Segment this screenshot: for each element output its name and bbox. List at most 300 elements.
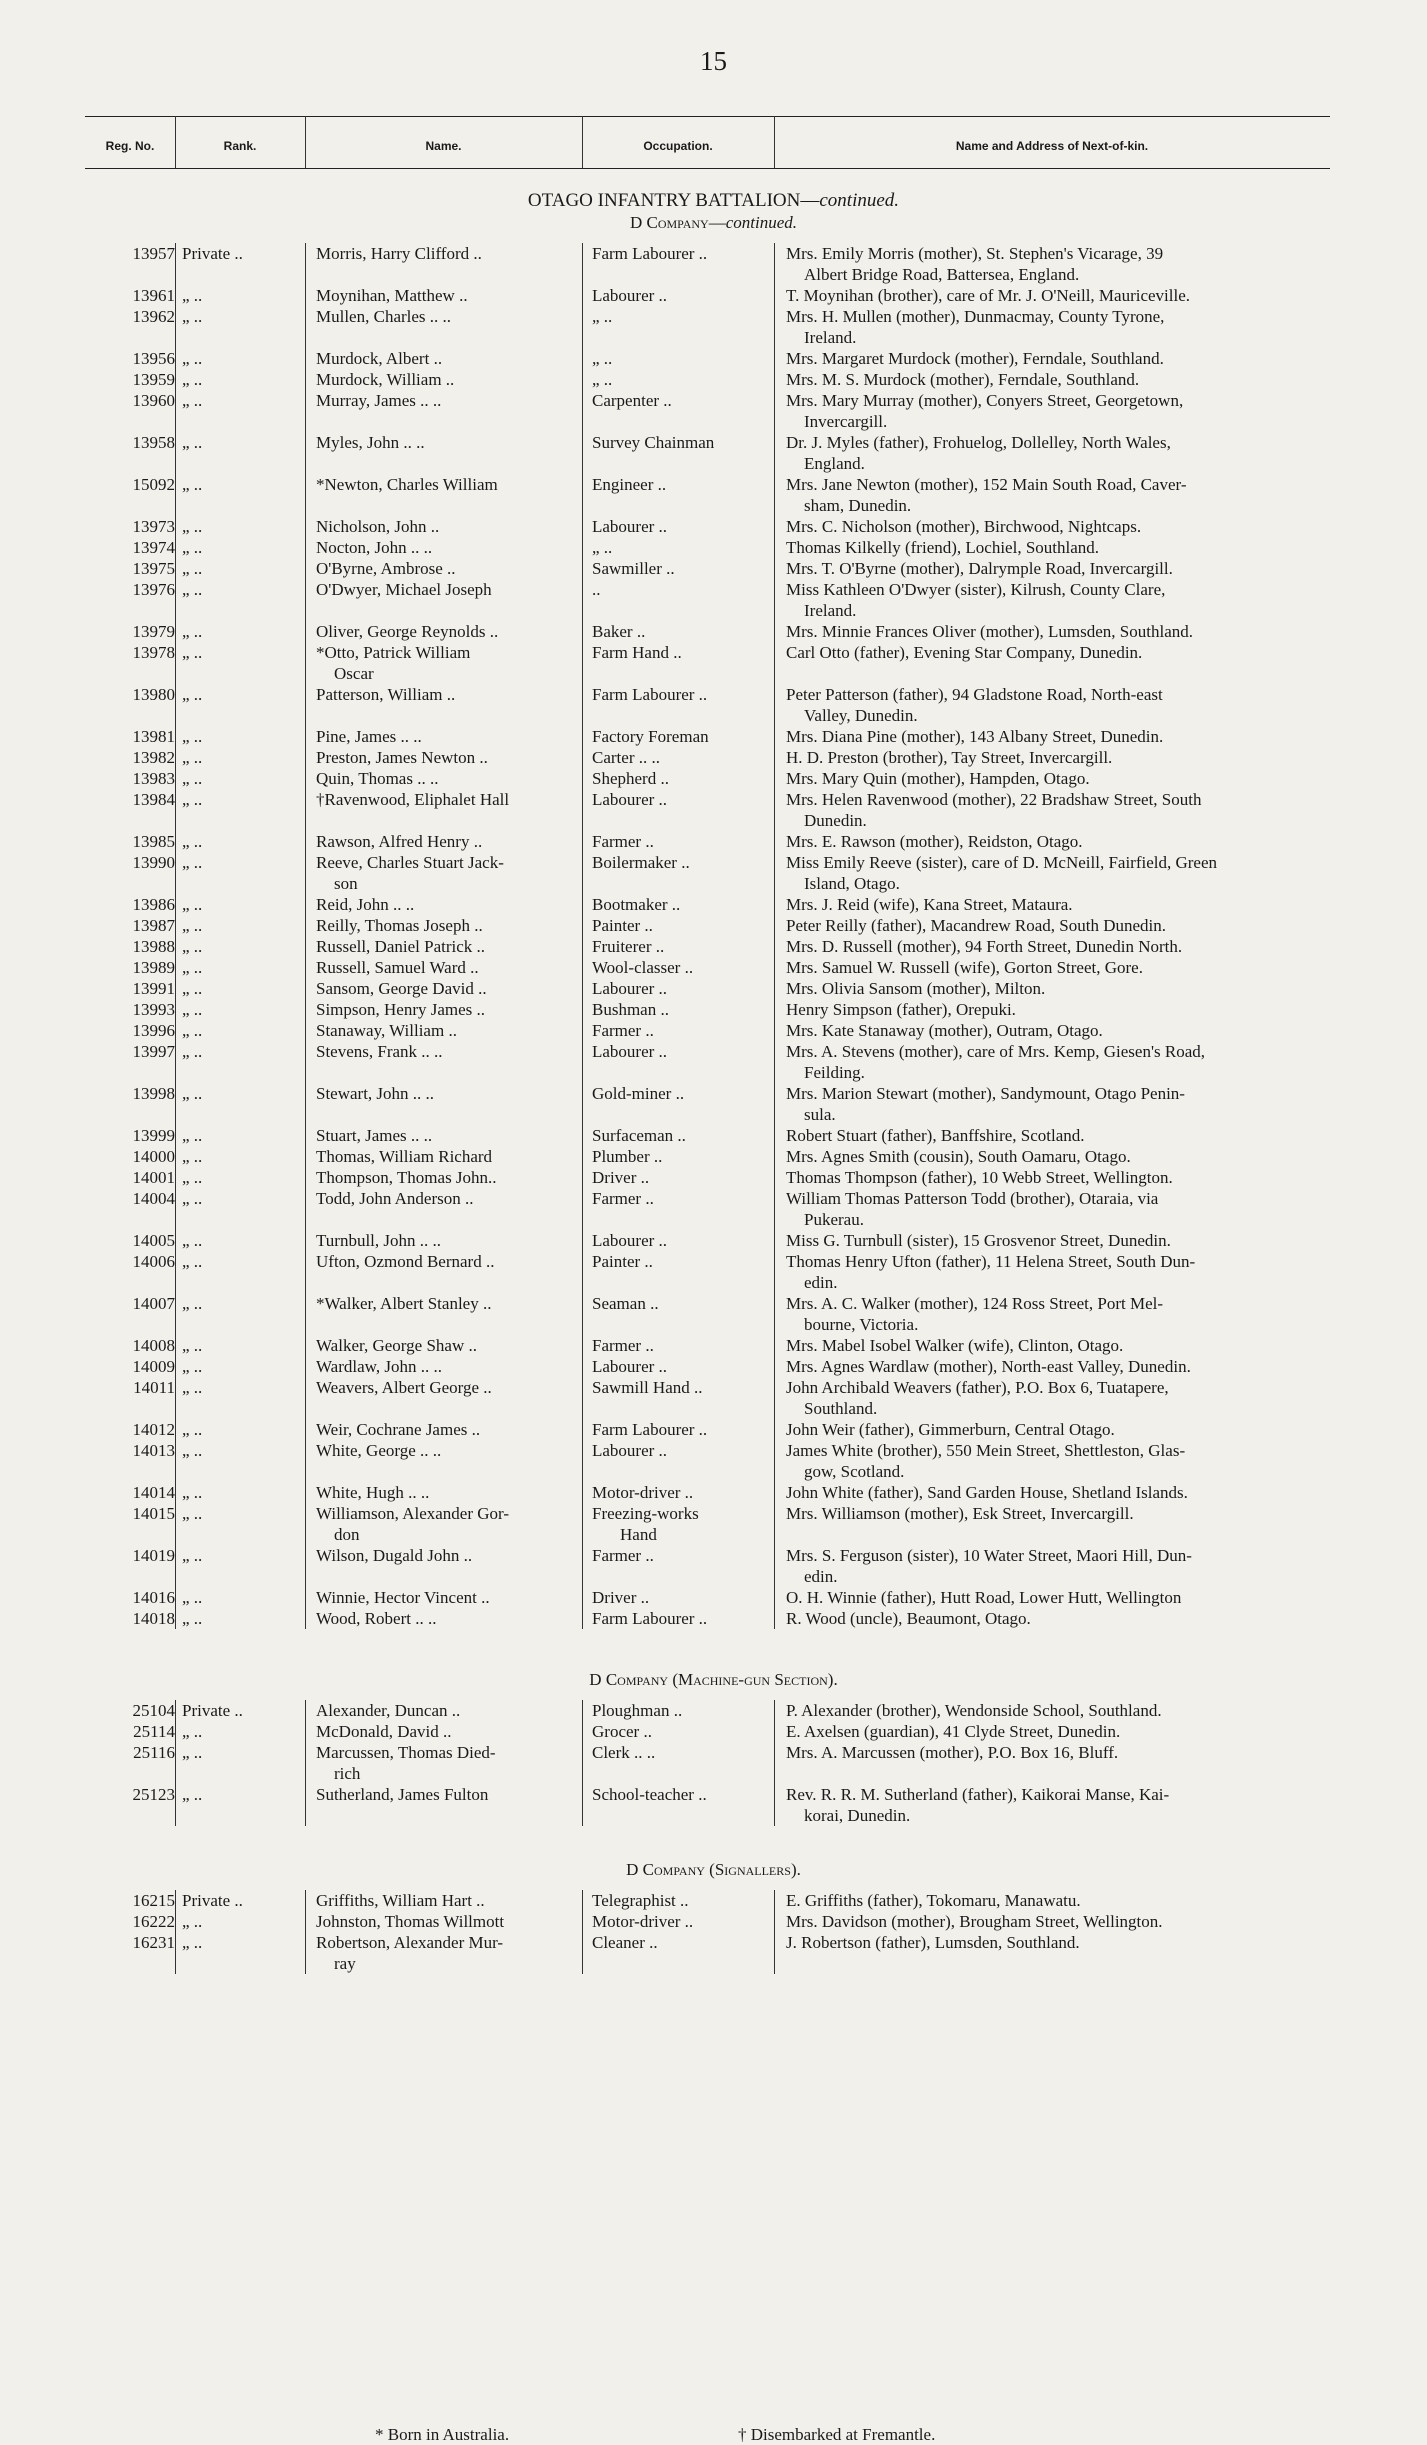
soldier-name — [316, 537, 578, 558]
rank-line: „ .. — [182, 1000, 203, 1019]
rank-line: „ .. — [182, 832, 203, 851]
occupation — [592, 474, 764, 495]
soldier-name — [316, 1482, 578, 1503]
reg-number — [60, 1608, 175, 1629]
reg-number — [60, 1083, 175, 1104]
rank — [182, 285, 312, 306]
occupation — [592, 768, 764, 789]
next-of-kin-line: Miss Emily Reeve (sister), care of D. McNeill, Fairfield, Green — [786, 853, 1218, 872]
column-divider — [175, 243, 176, 1629]
reg-number-line: 15092 — [132, 475, 175, 494]
rank-line: „ .. — [182, 1189, 203, 1208]
reg-number — [60, 1440, 175, 1461]
soldier-name-line: Griffiths, William Hart .. — [316, 1891, 485, 1910]
rank — [182, 558, 312, 579]
header-name: Name. — [425, 139, 462, 153]
occupation — [592, 1700, 764, 1721]
rank — [182, 726, 312, 747]
next-of-kin-line: Rev. R. R. M. Sutherland (father), Kaikorai Manse, Kai- — [786, 1785, 1170, 1804]
rank-line: „ .. — [182, 727, 203, 746]
reg-number-line: 13996 — [132, 1021, 175, 1040]
next-of-kin — [786, 579, 1351, 621]
column-divider — [175, 1700, 176, 1826]
occupation-line: Bushman .. — [592, 1000, 669, 1019]
reg-number-line: 13999 — [132, 1126, 175, 1145]
occupation — [592, 1482, 764, 1503]
rank-line: „ .. — [182, 517, 203, 536]
reg-number — [60, 1020, 175, 1041]
next-of-kin-line: Albert Bridge Road, Battersea, England. — [804, 265, 1080, 284]
next-of-kin-line: Mrs. D. Russell (mother), 94 Forth Street, Dunedin North. — [786, 937, 1183, 956]
soldier-name — [316, 894, 578, 915]
reg-number-line: 13961 — [132, 286, 175, 305]
occupation-line: „ .. — [592, 538, 613, 557]
occupation-line: Labourer .. — [592, 286, 668, 305]
occupation — [592, 1146, 764, 1167]
soldier-name-line: Turnbull, John .. .. — [316, 1231, 442, 1250]
next-of-kin-line: edin. — [804, 1273, 838, 1292]
next-of-kin-line: Southland. — [804, 1399, 878, 1418]
next-of-kin-line: Miss Kathleen O'Dwyer (sister), Kilrush, County Clare, — [786, 580, 1166, 599]
next-of-kin — [786, 936, 1351, 957]
occupation — [592, 369, 764, 390]
soldier-name-line: Wilson, Dugald John .. — [316, 1546, 473, 1565]
occupation-line: Sawmill Hand .. — [592, 1378, 703, 1397]
next-of-kin-line: bourne, Victoria. — [804, 1315, 919, 1334]
next-of-kin-line: Mrs. Agnes Wardlaw (mother), North-east Valley, Dunedin. — [786, 1357, 1191, 1376]
occupation — [592, 558, 764, 579]
occupation-line: Painter .. — [592, 1252, 653, 1271]
rank — [182, 1188, 312, 1209]
rank-line: „ .. — [182, 1168, 203, 1187]
soldier-name-line: Thomas, William Richard — [316, 1147, 493, 1166]
rank-line: „ .. — [182, 475, 203, 494]
header-divider — [774, 116, 775, 168]
reg-number — [60, 684, 175, 705]
occupation-line: „ .. — [592, 349, 613, 368]
rank — [182, 978, 312, 999]
next-of-kin — [786, 1251, 1351, 1293]
soldier-name-line: Myles, John .. .. — [316, 433, 425, 452]
next-of-kin-line: Peter Patterson (father), 94 Gladstone Road, North-east — [786, 685, 1163, 704]
occupation — [592, 1377, 764, 1398]
rank-line: „ .. — [182, 1441, 203, 1460]
next-of-kin-line: Ireland. — [804, 328, 857, 347]
soldier-name-line: Russell, Samuel Ward .. — [316, 958, 479, 977]
next-of-kin — [786, 684, 1351, 726]
rank-line: „ .. — [182, 1743, 203, 1762]
reg-number — [60, 1377, 175, 1398]
soldier-name-line: *Newton, Charles William — [316, 475, 498, 494]
reg-number-line: 13959 — [132, 370, 175, 389]
soldier-name — [316, 1230, 578, 1251]
soldier-name-line: Reid, John .. .. — [316, 895, 415, 914]
reg-number-line: 25114 — [133, 1722, 175, 1741]
next-of-kin-line: Dunedin. — [804, 811, 867, 830]
header-divider — [175, 116, 176, 168]
soldier-name-line: Murray, James .. .. — [316, 391, 442, 410]
occupation — [592, 642, 764, 663]
next-of-kin-line: Thomas Henry Ufton (father), 11 Helena Street, South Dun- — [786, 1252, 1196, 1271]
next-of-kin — [786, 831, 1351, 852]
occupation-line: Painter .. — [592, 916, 653, 935]
reg-number — [60, 1911, 175, 1932]
rank — [182, 1167, 312, 1188]
section-title — [0, 1860, 1427, 1880]
next-of-kin-line: Carl Otto (father), Evening Star Company, Dunedin. — [786, 643, 1143, 662]
column-divider — [175, 1890, 176, 1974]
reg-number — [60, 831, 175, 852]
occupation — [592, 852, 764, 873]
next-of-kin — [786, 516, 1351, 537]
next-of-kin-line: Henry Simpson (father), Orepuki. — [786, 1000, 1016, 1019]
rank — [182, 1146, 312, 1167]
reg-number-line: 13985 — [132, 832, 175, 851]
next-of-kin-line: Mrs. Samuel W. Russell (wife), Gorton Street, Gore. — [786, 958, 1143, 977]
reg-number-line: 13973 — [132, 517, 175, 536]
soldier-name — [316, 1146, 578, 1167]
next-of-kin — [786, 1146, 1351, 1167]
next-of-kin — [786, 894, 1351, 915]
soldier-name — [316, 243, 578, 264]
rank — [182, 1356, 312, 1377]
soldier-name — [316, 348, 578, 369]
next-of-kin-line: Thomas Thompson (father), 10 Webb Street, Wellington. — [786, 1168, 1173, 1187]
rank-line: „ .. — [182, 622, 203, 641]
rank — [182, 642, 312, 663]
reg-number-line: 14000 — [132, 1147, 175, 1166]
occupation — [592, 432, 764, 453]
soldier-name — [316, 1251, 578, 1272]
reg-number-line: 13987 — [132, 916, 175, 935]
rank-line: „ .. — [182, 559, 203, 578]
next-of-kin-line: Ireland. — [804, 601, 857, 620]
rank — [182, 789, 312, 810]
next-of-kin-line: Feilding. — [804, 1063, 865, 1082]
next-of-kin — [786, 1188, 1351, 1230]
occupation — [592, 1784, 764, 1805]
occupation — [592, 579, 764, 600]
occupation — [592, 537, 764, 558]
reg-number-line: 14016 — [132, 1588, 175, 1607]
header-divider — [305, 116, 306, 168]
next-of-kin — [786, 1608, 1351, 1629]
soldier-name-line: Oscar — [334, 664, 374, 683]
rank — [182, 243, 312, 264]
next-of-kin — [786, 432, 1351, 474]
soldier-name — [316, 1721, 578, 1742]
soldier-name — [316, 726, 578, 747]
occupation — [592, 1083, 764, 1104]
reg-number — [60, 1293, 175, 1314]
occupation-line: Freezing-works — [592, 1504, 699, 1523]
rank-line: „ .. — [182, 1785, 203, 1804]
soldier-name — [316, 915, 578, 936]
rank — [182, 1890, 312, 1911]
soldier-name-line: rich — [334, 1764, 361, 1783]
reg-number — [60, 516, 175, 537]
soldier-name — [316, 474, 578, 495]
next-of-kin-line: Mrs. A. Marcussen (mother), P.O. Box 16, Bluff. — [786, 1743, 1119, 1762]
soldier-name — [316, 642, 578, 684]
soldier-name-line: Winnie, Hector Vincent .. — [316, 1588, 490, 1607]
next-of-kin-line: R. Wood (uncle), Beaumont, Otago. — [786, 1609, 1031, 1628]
soldier-name — [316, 1545, 578, 1566]
reg-number — [60, 243, 175, 264]
soldier-name-line: *Otto, Patrick William — [316, 643, 471, 662]
soldier-name — [316, 369, 578, 390]
battalion-title-cont: continued. — [819, 190, 900, 211]
next-of-kin-line: Mrs. C. Nicholson (mother), Birchwood, Nightcaps. — [786, 517, 1142, 536]
rank-line: „ .. — [182, 1021, 203, 1040]
occupation — [592, 1167, 764, 1188]
reg-number-line: 13975 — [132, 559, 175, 578]
reg-number-line: 25116 — [133, 1743, 175, 1762]
rank-line: Private .. — [182, 1891, 243, 1910]
occupation-line: Labourer .. — [592, 979, 668, 998]
soldier-name-line: Moynihan, Matthew .. — [316, 286, 468, 305]
rank — [182, 1911, 312, 1932]
reg-number — [60, 1700, 175, 1721]
soldier-name-line: †Ravenwood, Eliphalet Hall — [316, 790, 510, 809]
next-of-kin-line: Miss G. Turnbull (sister), 15 Grosvenor Street, Dunedin. — [786, 1231, 1171, 1250]
next-of-kin-line: Mrs. Mary Quin (mother), Hampden, Otago. — [786, 769, 1090, 788]
soldier-name — [316, 390, 578, 411]
rank — [182, 1742, 312, 1763]
occupation-line: Farmer .. — [592, 832, 654, 851]
soldier-name-line: Sansom, George David .. — [316, 979, 487, 998]
soldier-name-line: Stevens, Frank .. .. — [316, 1042, 443, 1061]
reg-number — [60, 285, 175, 306]
soldier-name — [316, 852, 578, 894]
soldier-name — [316, 285, 578, 306]
next-of-kin-line: edin. — [804, 1567, 838, 1586]
next-of-kin-line: Mrs. H. Mullen (mother), Dunmacmay, County Tyrone, — [786, 307, 1165, 326]
soldier-name — [316, 747, 578, 768]
soldier-name-line: Williamson, Alexander Gor- — [316, 1504, 510, 1523]
next-of-kin-line: Mrs. T. O'Byrne (mother), Dalrymple Road, Invercargill. — [786, 559, 1173, 578]
soldier-name — [316, 831, 578, 852]
soldier-name-line: Russell, Daniel Patrick .. — [316, 937, 486, 956]
next-of-kin — [786, 1545, 1351, 1587]
soldier-name-line: son — [334, 874, 358, 893]
rank-line: „ .. — [182, 1483, 203, 1502]
soldier-name-line: Murdock, Albert .. — [316, 349, 443, 368]
soldier-name-line: Thompson, Thomas John.. — [316, 1168, 497, 1187]
next-of-kin-line: sham, Dunedin. — [804, 496, 912, 515]
soldier-name-line: Preston, James Newton .. — [316, 748, 488, 767]
occupation-line: Labourer .. — [592, 517, 668, 536]
next-of-kin — [786, 915, 1351, 936]
next-of-kin — [786, 768, 1351, 789]
rank-line: „ .. — [182, 1084, 203, 1103]
rank-line: „ .. — [182, 853, 203, 872]
rank-line: „ .. — [182, 643, 203, 662]
header-reg: Reg. No. — [105, 139, 155, 153]
rank — [182, 747, 312, 768]
reg-number — [60, 306, 175, 327]
reg-number-line: 25123 — [132, 1785, 175, 1804]
next-of-kin-line: John Archibald Weavers (father), P.O. Box 6, Tuatapere, — [786, 1378, 1169, 1397]
soldier-name — [316, 1608, 578, 1629]
occupation-line: Carpenter .. — [592, 391, 672, 410]
next-of-kin-line: William Thomas Patterson Todd (brother), Otaraia, via — [786, 1189, 1159, 1208]
occupation-line: Labourer .. — [592, 1042, 668, 1061]
soldier-name-line: Sutherland, James Fulton — [316, 1785, 489, 1804]
soldier-name — [316, 978, 578, 999]
next-of-kin-line: Mrs. Olivia Sansom (mother), Milton. — [786, 979, 1046, 998]
rank-line: „ .. — [182, 769, 203, 788]
soldier-name-line: White, Hugh .. .. — [316, 1483, 430, 1502]
rank — [182, 831, 312, 852]
reg-number — [60, 432, 175, 453]
reg-number — [60, 1041, 175, 1062]
soldier-name-line: McDonald, David .. — [316, 1722, 452, 1741]
rank — [182, 1020, 312, 1041]
next-of-kin — [786, 621, 1351, 642]
occupation-line: Labourer .. — [592, 1231, 668, 1250]
rank-line: „ .. — [182, 1294, 203, 1313]
occupation-line: Farm Labourer .. — [592, 685, 708, 704]
next-of-kin-line: O. H. Winnie (father), Hutt Road, Lower Hutt, Wellington — [786, 1588, 1182, 1607]
occupation-line: Clerk .. .. — [592, 1743, 656, 1762]
soldier-name — [316, 1932, 578, 1974]
next-of-kin-line: Mrs. M. S. Murdock (mother), Ferndale, Southland. — [786, 370, 1140, 389]
rank — [182, 1251, 312, 1272]
next-of-kin-line: Mrs. Mabel Isobel Walker (wife), Clinton, Otago. — [786, 1336, 1124, 1355]
soldier-name-line: Johnston, Thomas Willmott — [316, 1912, 505, 1931]
occupation-line: Labourer .. — [592, 790, 668, 809]
next-of-kin — [786, 1377, 1351, 1419]
rank-line: „ .. — [182, 580, 203, 599]
next-of-kin — [786, 747, 1351, 768]
next-of-kin-line: Peter Reilly (father), Macandrew Road, South Dunedin. — [786, 916, 1167, 935]
rank-line: „ .. — [182, 1357, 203, 1376]
rank — [182, 1503, 312, 1524]
next-of-kin-line: H. D. Preston (brother), Tay Street, Invercargill. — [786, 748, 1113, 767]
soldier-name — [316, 1377, 578, 1398]
next-of-kin — [786, 642, 1351, 663]
reg-number-line: 14018 — [132, 1609, 175, 1628]
reg-number-line: 14009 — [132, 1357, 175, 1376]
soldier-name-line: Wood, Robert .. .. — [316, 1609, 437, 1628]
soldier-name-line: Reilly, Thomas Joseph .. — [316, 916, 483, 935]
reg-number — [60, 978, 175, 999]
occupation-line: Plumber .. — [592, 1147, 663, 1166]
next-of-kin — [786, 1020, 1351, 1041]
next-of-kin — [786, 1482, 1351, 1503]
occupation-line: Sawmiller .. — [592, 559, 675, 578]
next-of-kin-line: Mrs. Diana Pine (mother), 143 Albany Street, Dunedin. — [786, 727, 1164, 746]
reg-number — [60, 1932, 175, 1953]
rank-line: „ .. — [182, 1912, 203, 1931]
occupation — [592, 1419, 764, 1440]
soldier-name — [316, 999, 578, 1020]
next-of-kin-line: Mrs. A. Stevens (mother), care of Mrs. Kemp, Giesen's Road, — [786, 1042, 1206, 1061]
occupation-line: Cleaner .. — [592, 1933, 658, 1952]
occupation — [592, 747, 764, 768]
next-of-kin-line: Mrs. A. C. Walker (mother), 124 Ross Street, Port Mel- — [786, 1294, 1164, 1313]
rank — [182, 999, 312, 1020]
next-of-kin-line: Mrs. Davidson (mother), Brougham Street, Wellington. — [786, 1912, 1163, 1931]
soldier-name-line: Ufton, Ozmond Bernard .. — [316, 1252, 495, 1271]
next-of-kin — [786, 369, 1351, 390]
soldier-name-line: Mullen, Charles .. .. — [316, 307, 452, 326]
next-of-kin-line: Invercargill. — [804, 412, 888, 431]
occupation-line: Farmer .. — [592, 1336, 654, 1355]
occupation — [592, 1251, 764, 1272]
reg-number — [60, 1742, 175, 1763]
soldier-name — [316, 516, 578, 537]
reg-number — [60, 789, 175, 810]
rank — [182, 684, 312, 705]
occupation-line: Telegraphist .. — [592, 1891, 689, 1910]
soldier-name — [316, 1419, 578, 1440]
next-of-kin-line: John Weir (father), Gimmerburn, Central Otago. — [786, 1420, 1115, 1439]
reg-number — [60, 579, 175, 600]
occupation-line: Grocer .. — [592, 1722, 652, 1741]
soldier-name — [316, 306, 578, 327]
rank — [182, 1419, 312, 1440]
occupation — [592, 1932, 764, 1953]
rank — [182, 537, 312, 558]
rank — [182, 306, 312, 327]
soldier-name-line: Nocton, John .. .. — [316, 538, 433, 557]
next-of-kin-line: Mrs. Agnes Smith (cousin), South Oamaru, Otago. — [786, 1147, 1131, 1166]
rank — [182, 1784, 312, 1805]
reg-number-line: 25104 — [132, 1701, 175, 1720]
soldier-name-line: Stuart, James .. .. — [316, 1126, 433, 1145]
reg-number — [60, 915, 175, 936]
rank — [182, 474, 312, 495]
soldier-name — [316, 1587, 578, 1608]
soldier-name — [316, 1083, 578, 1104]
reg-number-line: 13982 — [132, 748, 175, 767]
reg-number — [60, 852, 175, 873]
occupation — [592, 243, 764, 264]
column-divider — [305, 243, 306, 1629]
occupation — [592, 1335, 764, 1356]
reg-number-line: 13991 — [132, 979, 175, 998]
rank-line: „ .. — [182, 1933, 203, 1952]
occupation — [592, 1440, 764, 1461]
reg-number — [60, 999, 175, 1020]
reg-number-line: 13990 — [132, 853, 175, 872]
next-of-kin — [786, 789, 1351, 831]
reg-number-line: 13978 — [132, 643, 175, 662]
reg-number-line: 13980 — [132, 685, 175, 704]
rank-line: „ .. — [182, 1546, 203, 1565]
footnote-born-australia: * Born in Australia. — [375, 2425, 510, 2444]
reg-number — [60, 957, 175, 978]
rank — [182, 432, 312, 453]
soldier-name-line: Walker, George Shaw .. — [316, 1336, 477, 1355]
soldier-name — [316, 1440, 578, 1461]
rank-line: „ .. — [182, 748, 203, 767]
reg-number-line: 14011 — [133, 1378, 175, 1397]
occupation-line: Farm Labourer .. — [592, 1420, 708, 1439]
reg-number — [60, 390, 175, 411]
soldier-name-line: Marcussen, Thomas Died- — [316, 1743, 496, 1762]
rank-line: „ .. — [182, 1504, 203, 1523]
battalion-title-text: OTAGO INFANTRY BATTALION— — [527, 190, 820, 211]
soldier-name-line: Weavers, Albert George .. — [316, 1378, 492, 1397]
reg-number — [60, 1890, 175, 1911]
reg-number — [60, 1251, 175, 1272]
reg-number — [60, 642, 175, 663]
occupation-line: Fruiterer .. — [592, 937, 665, 956]
next-of-kin-line: Island, Otago. — [804, 874, 900, 893]
